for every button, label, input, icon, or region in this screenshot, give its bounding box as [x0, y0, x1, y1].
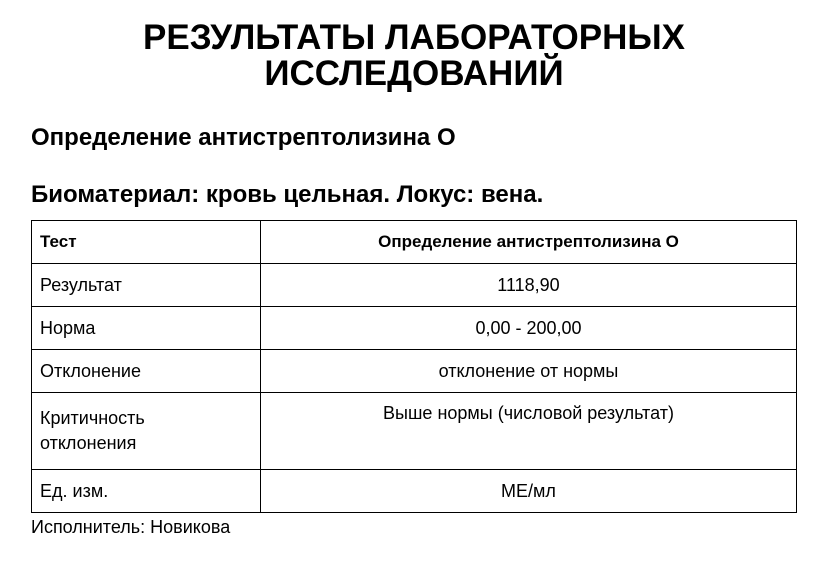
row-value-norm: 0,00 - 200,00 [261, 307, 797, 350]
page-title-line-2: ИССЛЕДОВАНИЙ [264, 54, 564, 93]
header-test-value: Определение антистрептолизина О [261, 221, 797, 264]
table-row-result [32, 264, 797, 307]
page-title-line-1: РЕЗУЛЬТАТЫ ЛАБОРАТОРНЫХ [143, 18, 685, 57]
row-label-criticality [32, 393, 261, 470]
header-test-label: Тест [32, 221, 261, 264]
table-header-row [32, 221, 797, 264]
row-value-units: МЕ/мл [261, 470, 797, 513]
row-label-criticality-line-1: Критичность [40, 408, 145, 428]
row-label-result: Результат [32, 264, 261, 307]
table-row-units [32, 470, 797, 513]
table-row-criticality [32, 393, 797, 470]
row-label-criticality-line-2: отклонения [40, 433, 137, 453]
executor-note: Исполнитель: Новикова [31, 517, 231, 537]
row-value-result: 1118,90 [261, 264, 797, 307]
biomaterial-heading: Биоматериал: кровь цельная. Локус: вена. [31, 181, 544, 208]
table-row-norm [32, 307, 797, 350]
table-row-deviation [32, 350, 797, 393]
test-name-heading: Определение антистрептолизина О [31, 124, 456, 151]
results-table [31, 220, 797, 513]
page-title [0, 20, 828, 92]
row-label-units: Ед. изм. [32, 470, 261, 513]
row-value-criticality: Выше нормы (числовой результат) [261, 393, 797, 470]
row-label-norm: Норма [32, 307, 261, 350]
row-value-deviation: отклонение от нормы [261, 350, 797, 393]
row-label-deviation: Отклонение [32, 350, 261, 393]
